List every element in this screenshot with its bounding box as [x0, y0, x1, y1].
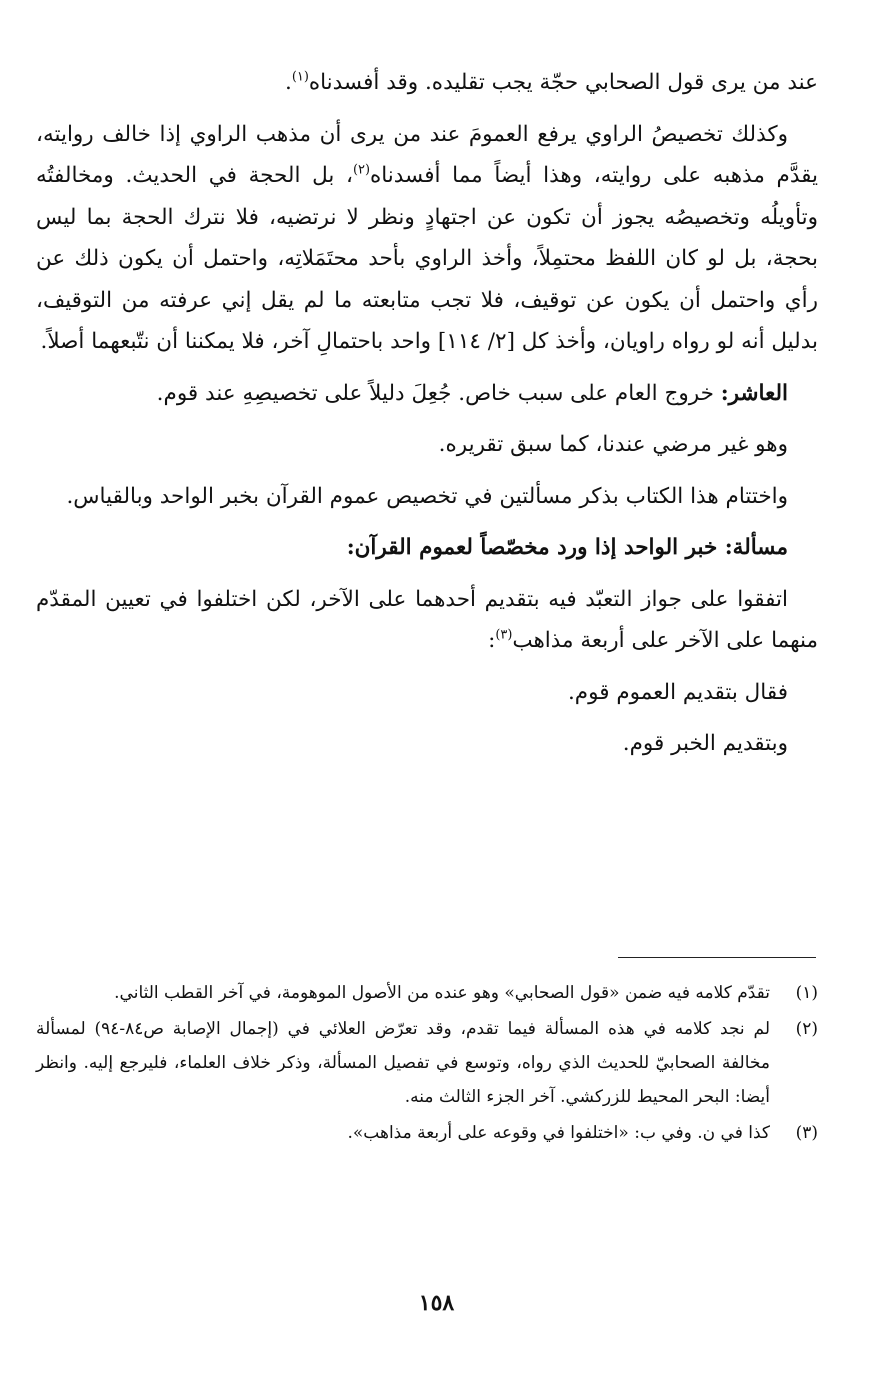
paragraph: وكذلك تخصيصُ الراوي يرفع العمومَ عند من يرى أن مذهب الراوي إذا خالف روايته، يقدَّم مذهبه على روايته، وهذا أيضاً مما أفسدناه$^{(٢)}$، بل الحجة في الحديث. ومخالفتُه وتأويلُه وتخصيصُه يجوز أن تكون عن اجتهادٍ ونظر لا نرتضيه، فلا نترك الحجة بما ليس بحجة، بل لو كان اللفظ محتمِلاً، وأخذ الراوي بأحد محتَمَلاتِه، واحتمل أن يكون ذلك عن رأي واحتمل أن يكون عن توقيف، فلا تجب متابعته ما لم يقل إني عرفته من التوقيف، بدليل أنه لو رواه راويان، وأخذ كل [٢/ ١١٤] واحد باحتمالِ آخر، فلا يمكننا أن نتّبعهما أصلاً. [36, 121, 818, 354]
paragraph: فقال بتقديم العموم قوم. [567, 679, 788, 705]
footnotes [36, 976, 818, 1152]
paragraph: وهو غير مرضي عندنا، كما سبق تقريره. [438, 432, 788, 457]
footnote-text: لم نجد كلامه في هذه المسألة فيما تقدم، وقد تعرّض العلائي في (إجمال الإصابة ص٨٤-٩٤) لمسألة مخالفة الصحابيّ للحديث الذي رواه، وتوسع في تفصيل المسألة، وذكر خلاف العلماء، فليرجع إليه. وانظر أيضا: البحر المحيط للزركشي. آخر الجزء الثالث منه. [36, 1019, 770, 1107]
footnote-separator [618, 957, 816, 958]
paragraph: اتفقوا على جواز التعبّد فيه بتقديم أحدهما على الآخر، لكن اختلفوا في تعيين المقدّم منهما على الآخر على أربعة مذاهب$^{(٣)}$: [36, 586, 818, 653]
footnote-ref[interactable]: (١) [291, 69, 309, 85]
footnote [36, 1012, 818, 1114]
section-heading: العاشر: [720, 380, 788, 406]
footnote-number: (٢) [795, 1019, 818, 1039]
footnote-text: تقدّم كلامه فيه ضمن «قول الصحابي» وهو عنده من الأصول الموهومة، في آخر القطب الثاني. [114, 983, 770, 1003]
page-number: ١٥٨ [418, 1290, 455, 1316]
paragraph: واختتام هذا الكتاب بذكر مسألتين في تخصيص عموم القرآن بخبر الواحد وبالقياس. [66, 483, 788, 509]
footnote-ref[interactable]: (٢) [352, 162, 370, 178]
footnote-number: (٣) [795, 1123, 818, 1143]
footnote-number: (١) [795, 983, 818, 1003]
issue-heading: مسألة: خبر الواحد إذا ورد مخصّصاً لعموم القرآن: [346, 535, 788, 560]
footnote [36, 1116, 818, 1150]
paragraph: عند من يرى قول الصحابي حجّة يجب تقليده. وقد أفسدناه$^{(١)}$. [285, 69, 818, 95]
footnote [36, 976, 818, 1010]
main-text [36, 62, 818, 765]
paragraph: وبتقديم الخبر قوم. [622, 731, 788, 756]
footnote-ref[interactable]: (٣) [495, 627, 513, 643]
paragraph: العاشر: خروج العام على سبب خاص. جُعِلَ دليلاً على تخصيصِهِ عند قوم. [156, 380, 788, 406]
footnote-text: كذا في ن. وفي ب: «اختلفوا في وقوعه على أربعة مذاهب». [347, 1123, 770, 1143]
